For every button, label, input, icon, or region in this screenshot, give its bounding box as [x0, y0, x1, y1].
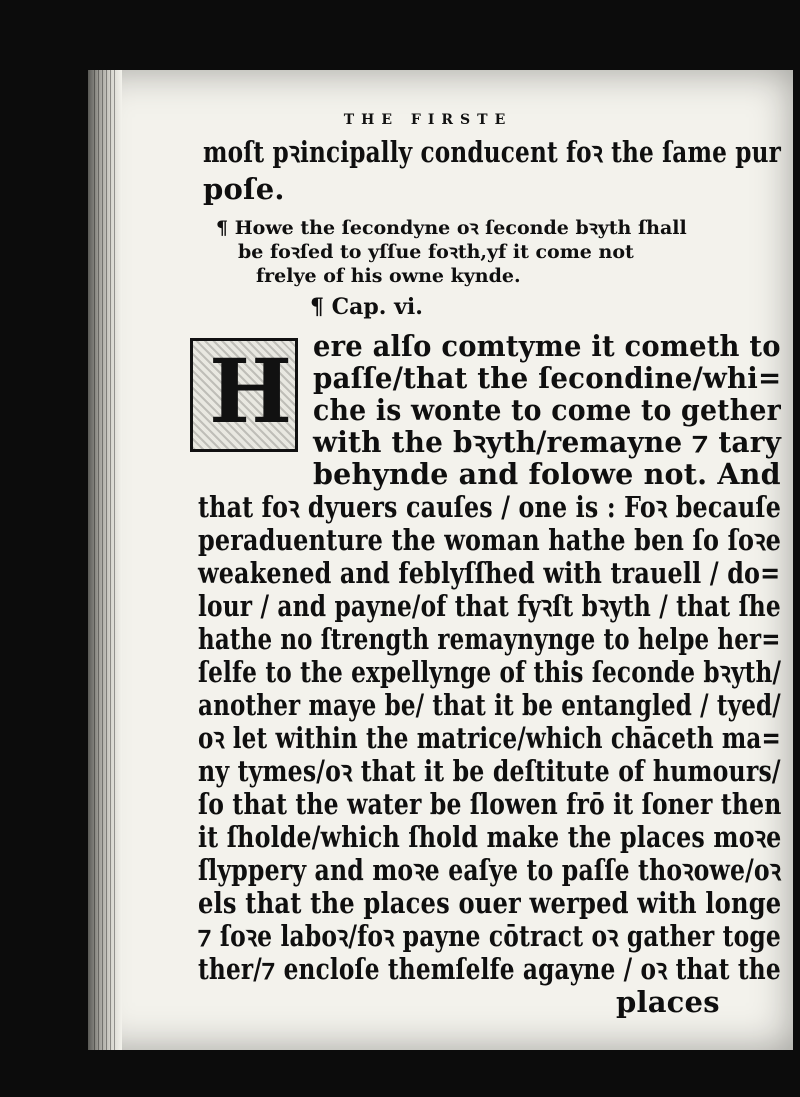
section-heading-line: be foꝛſed to yſſue foꝛth,yf it come not [238, 241, 634, 263]
text-line: that foꝛ dyuers cauſes / one is : Foꝛ becauſe [198, 490, 782, 524]
text-line: els that the places ouer werped with longe [198, 886, 782, 920]
text-line: with the bꝛyth/remayne ⁊ tary [313, 425, 782, 459]
text-line: weakened and feblyſſhed with trauell / do= [198, 556, 781, 590]
text-line: ſlyppery and moꝛe eaſye to paſſe thoꝛowe/oꝛ [198, 853, 782, 887]
text-line: ſelfe to the expellynge of this ſeconde bꝛyth/ [198, 655, 782, 689]
text-line: oꝛ let within the matrice/which chāceth ma= [198, 721, 781, 755]
chapter-label: ¶ Cap. vi. [310, 294, 423, 320]
woodcut-initial [190, 338, 298, 452]
text-line: lour / and payne/of that fyꝛſt bꝛyth / that ſhe [198, 589, 781, 623]
text-line: ⁊ ſoꝛe laboꝛ/foꝛ payne cōtract oꝛ gather toge [198, 919, 781, 953]
text-line: ny tymes/oꝛ that it be deſtitute of humours/ [198, 754, 781, 788]
section-heading-line: ¶ Howe the ſecondyne oꝛ ſeconde bꝛyth ſhall [216, 217, 687, 239]
text-line: another maye be/ that it be entangled / tyed/ [198, 688, 781, 722]
text-line: ſo that the water be ſlowen frō it ſoner then [198, 787, 782, 821]
text-line: ere alſo comtyme it cometh to [313, 329, 781, 363]
book-spine-shadow [88, 70, 122, 1050]
book-page [88, 70, 793, 1050]
text-line: moſt pꝛincipally conducent foꝛ the ſame pur [203, 135, 782, 169]
text-line: peraduenture the woman hathe ben ſo ſoꝛe [198, 523, 782, 557]
running-head: THE FIRSTE [343, 112, 513, 128]
text-line: paſſe/that the ſecondine/whi= [313, 361, 782, 395]
catchword: places [616, 985, 720, 1019]
text-line: poſe. [203, 172, 285, 206]
text-line: behynde and folowe not. And [313, 457, 781, 491]
text-line: hathe no ſtrength remaynynge to helpe her= [198, 622, 781, 656]
section-heading-line: frelye of his owne kynde. [256, 265, 521, 287]
text-line: che is wonte to come to gether [313, 393, 781, 427]
text-line: ther/⁊ encloſe themſelfe agayne / oꝛ that the [198, 952, 781, 986]
text-line: it ſholde/which ſhold make the places moꝛe [198, 820, 782, 854]
initial-letter: H [209, 339, 293, 443]
